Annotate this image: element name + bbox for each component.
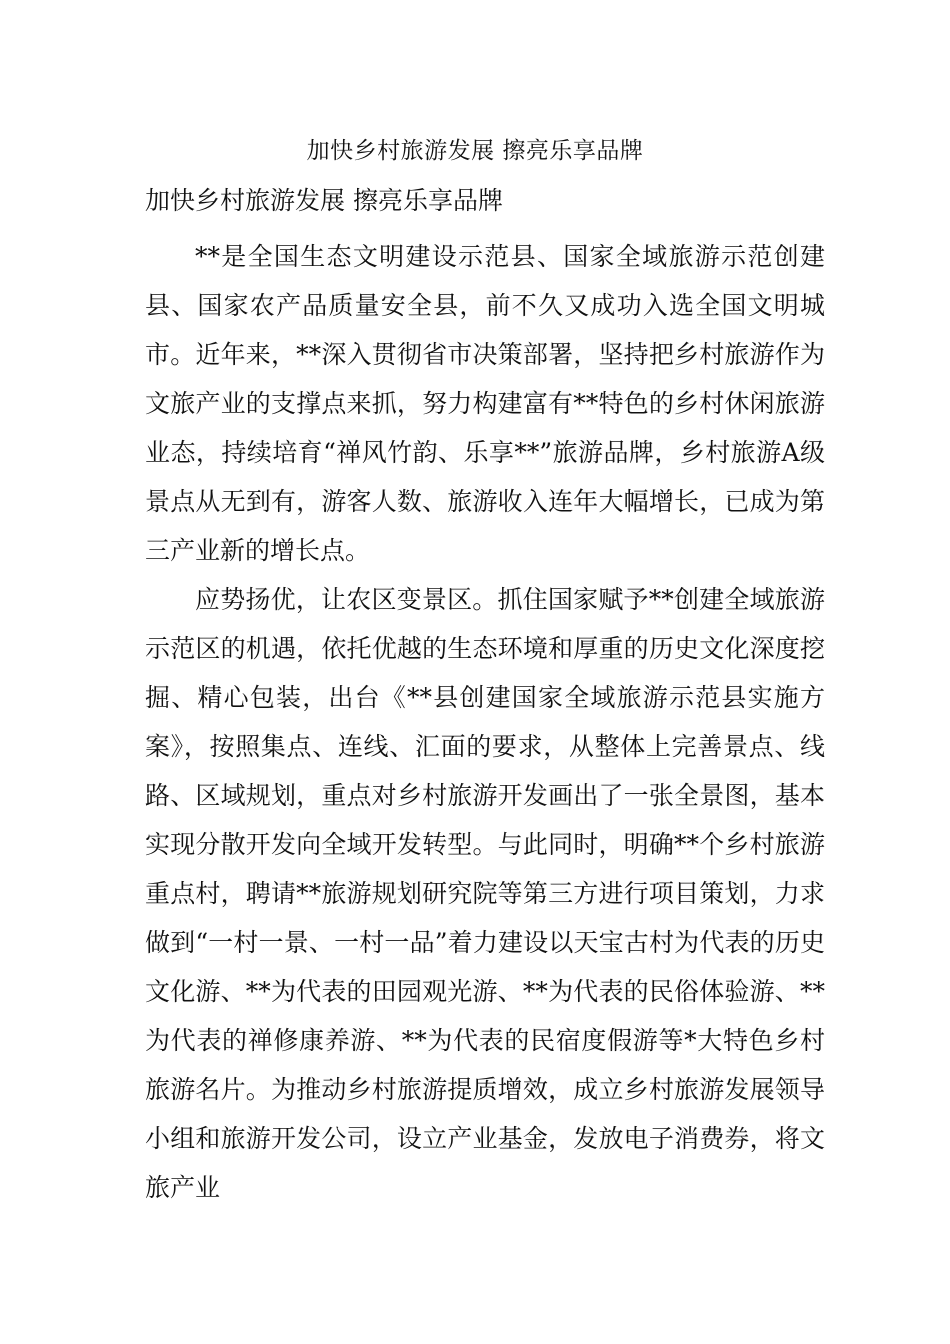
paragraph-farm-to-scenic: 应势扬优，让农区变景区。抓住国家赋予**创建全域旅游示范区的机遇，依托优越的生态环境和厚重的历史文化深度挖掘、精心包装，出台《**县创建国家全域旅游示范县实施方案》，按照集点、连线、汇面的要求，从整体上完善景点、线路、区域规划，重点对乡村旅游开发画出了一张全景图，基本实现分散开发向全域开发转型。与此同时，明确**个乡村旅游重点村，聘请**旅游规划研究院等第三方进行项目策划，力求做到“一村一景、一村一品”着力建设以天宝古村为代表的历史文化游、**为代表的田园观光游、**为代表的民俗体验游、**为代表的禅修康养游、**为代表的民宿度假游等*大特色乡村旅游名片。为推动乡村旅游提质增效，成立乡村旅游发展领导小组和旅游开发公司，设立产业基金，发放电子消费券，将文旅产业 [145,585,825,1202]
document-title: 加快乡村旅游发展 擦亮乐享品牌 [306,138,644,164]
paragraph-intro: **是全国生态文明建设示范县、国家全域旅游示范创建县、国家农产品质量安全县，前不久又成功入选全国文明城市。近年来，**深入贯彻省市决策部署，坚持把乡村旅游作为文旅产业的支撑点来抓，努力构建富有**特色的乡村休闲旅游业态，持续培育“禅风竹韵、乐享**”旅游品牌，乡村旅游A级景点从无到有，游客人数、旅游收入连年大幅增长，已成为第三产业新的增长点。 [145,242,825,565]
document-body [145,183,825,1212]
document-subtitle: 加快乡村旅游发展 擦亮乐享品牌 [145,186,503,215]
